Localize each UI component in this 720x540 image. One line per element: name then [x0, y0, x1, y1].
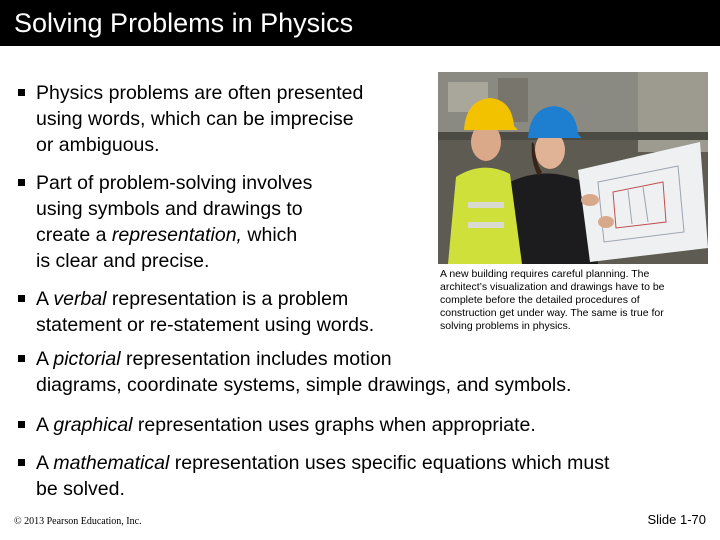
photo-caption — [440, 268, 706, 333]
bullet-line — [36, 312, 374, 338]
bullet-line — [36, 346, 571, 372]
bullet-line — [36, 476, 609, 502]
emphasized-term: representation, — [111, 224, 242, 246]
bullet-line — [36, 286, 374, 312]
emphasized-term: graphical — [53, 414, 133, 436]
bullet-text-run: is clear and precise. — [36, 250, 210, 272]
bullet-line — [36, 132, 363, 158]
bullet-text-run: be solved. — [36, 478, 125, 500]
emphasized-term: verbal — [53, 288, 107, 310]
bullet-line — [36, 222, 312, 248]
bullet-text-run: using symbols and drawings to — [36, 198, 303, 220]
emphasized-term: mathematical — [53, 452, 170, 474]
bullet-text-run: diagrams, coordinate systems, simple drawings, and symbols. — [36, 374, 572, 396]
bullet-text-run: A — [36, 348, 54, 370]
bullet-text-run: A — [36, 288, 54, 310]
bullet-marker-icon — [18, 355, 25, 362]
bullet-line — [36, 170, 312, 196]
copyright-notice: © 2013 Pearson Education, Inc. — [14, 516, 142, 527]
bullet-text-run: create a — [36, 224, 112, 246]
slide-number: Slide 1-70 — [647, 512, 706, 527]
bullet-text-run: representation uses specific equations which must — [169, 452, 610, 474]
bullet-text-run: representation uses graphs when appropriate. — [132, 414, 536, 436]
bullet-text-run: which — [241, 224, 298, 246]
bullet-text — [36, 80, 363, 158]
bullet-marker-icon — [18, 179, 25, 186]
bullet-text — [36, 346, 571, 398]
bullet-text — [36, 286, 374, 338]
bullet-line — [36, 450, 609, 476]
bullet-text — [36, 170, 312, 274]
caption-line: solving problems in physics. — [440, 320, 571, 332]
caption-line: A new building requires careful planning. The — [440, 268, 650, 280]
bullet-text — [36, 450, 609, 502]
bullet-marker-icon — [18, 295, 25, 302]
emphasized-term: pictorial — [53, 348, 121, 370]
bullet-line — [36, 196, 312, 222]
bullet-text-run: A — [36, 414, 54, 436]
caption-line: architect’s visualization and drawings have to be — [440, 281, 665, 293]
bullet-marker-icon — [18, 421, 25, 428]
architects-photo — [438, 72, 708, 264]
bullet-text-run: or ambiguous. — [36, 134, 160, 156]
bullet-line — [36, 372, 571, 398]
caption-line: complete before the detailed procedures of — [440, 294, 640, 306]
bullet-line — [36, 248, 312, 274]
architects-photo-illustration — [438, 72, 708, 264]
bullet-marker-icon — [18, 89, 25, 96]
bullet-text-run: A — [36, 452, 54, 474]
bullet-text-run: Physics problems are often presented — [36, 82, 364, 104]
title-bar — [0, 0, 720, 46]
caption-line: construction get under way. The same is true for — [440, 307, 664, 319]
bullet-text-run: statement or re-statement using words. — [36, 314, 375, 336]
bullet-text — [36, 412, 536, 438]
bullet-text-run: representation includes motion — [120, 348, 392, 370]
bullet-line — [36, 412, 536, 438]
bullet-text-run: representation is a problem — [106, 288, 349, 310]
bullet-text-run: using words, which can be imprecise — [36, 108, 354, 130]
bullet-line — [36, 106, 363, 132]
bullet-text-run: Part of problem-solving involves — [36, 172, 313, 194]
bullet-line — [36, 80, 363, 106]
slide-title: Solving Problems in Physics — [14, 8, 354, 38]
bullet-marker-icon — [18, 459, 25, 466]
